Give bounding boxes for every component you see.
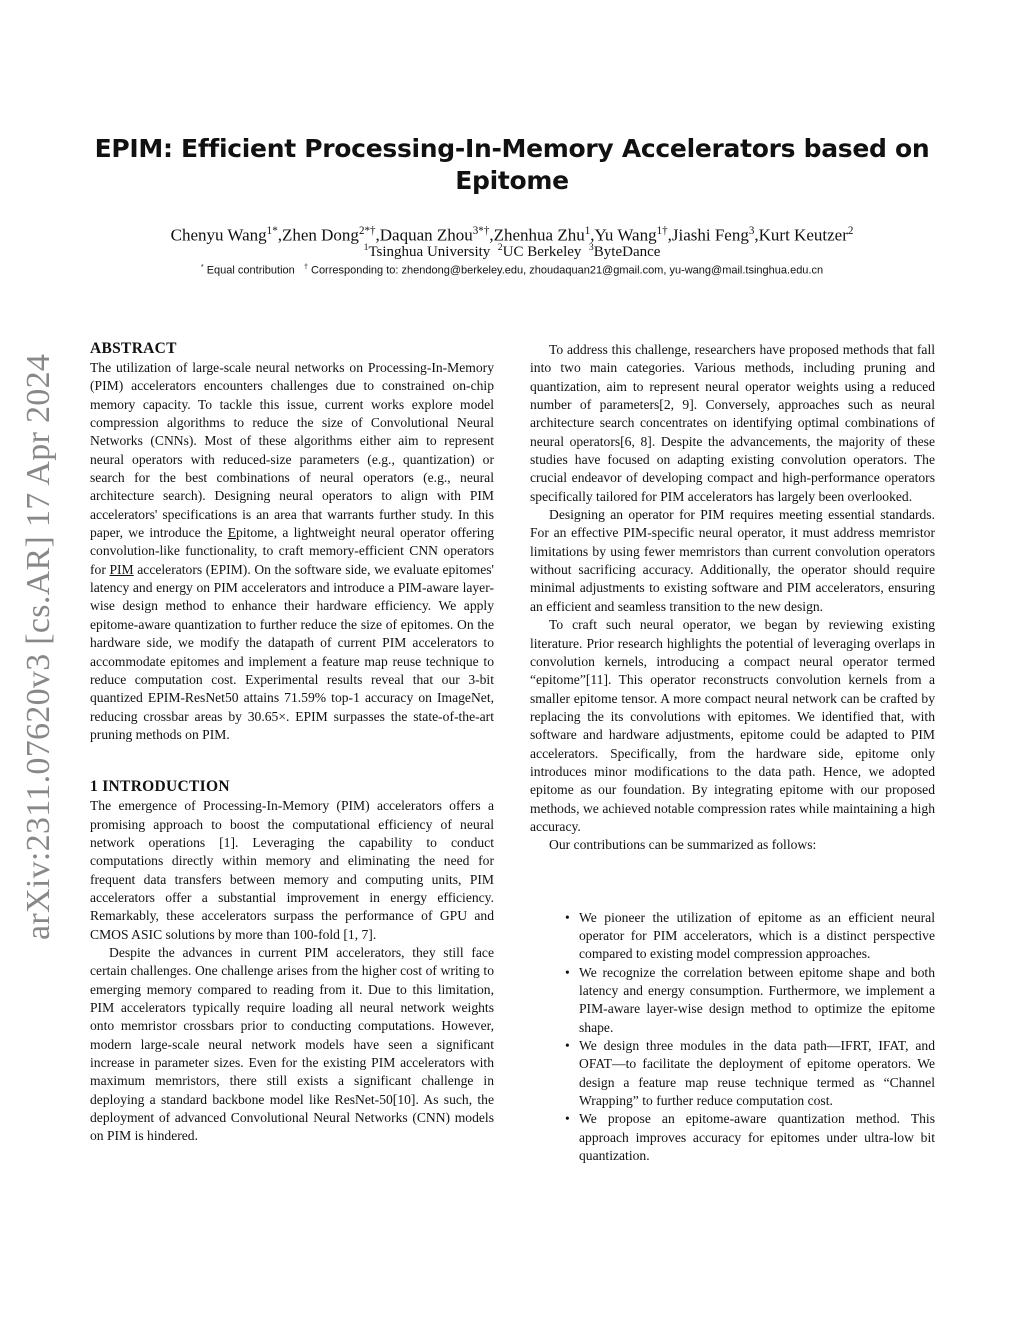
abstract-heading: ABSTRACT [90,340,177,357]
author-affiliation-mark: 2*† [358,225,376,237]
list-item: • We propose an epitome-aware quantization method. This approach improves accuracy for epitomes under ultra-low bit quantization. [579,1110,935,1165]
corresponding-note: Corresponding to: zhendong@berkeley.edu, zhoudaquan21@gmail.com, yu-wang@mail.tsinghua.edu.cn [307,264,824,277]
intro-paragraph: Designing an operator for PIM requires meeting essential standards. For an effective PIM-specific neural operator, it must address memristor limitations by using fewer memristors than current convolution operators without sacrificing accuracy. Additionally, the operator should require minimal adjustments to existing software and PIM accelerators, ensuring an efficient and seamless transition to the new design. [530,507,935,614]
intro-paragraph: Despite the advances in current PIM accelerators, they still face certain challenges. One challenge arises from the higher cost of writing to emerging memory compared to reading from it. Due to this limitation, PIM accelerators typically require loading all neural network weights onto memristor crossbars prior to conducting computations. However, modern large-scale neural network models have seen a significant increase in parameter sizes. Even for the existing PIM accelerators with maximum memristors, there still exists a significant challenge in deploying a standard backbone model like ResNet-50[10]. As such, the deployment of advanced Convolutional Neural Networks (CNN) models on PIM is hindered. [90,944,494,1144]
right-column [530,341,935,1165]
intro-paragraph: To craft such neural operator, we began by reviewing existing literature. Prior research highlights the potential of leveraging overlaps in convolution kernels, introducing a compact neural operator termed “epitome”[11]. This operator reconstructs convolution kernels from a smaller epitome tensor. A more compact neural network can be crafted by replacing the its convolutions with epitomes. We identified that, with software and hardware adjustments, epitome could be adapted to PIM accelerators. Specifically, from the hardware side, epitome only introduces minor modifications to the data path. Hence, we adopted epitome as our foundation. By integrating epitome with our proposed methods, we achieved notable compression rates while maintaining a high accuracy. [530,617,935,834]
list-item: • We recognize the correlation between epitome shape and both latency and energy consumption. Furthermore, we implement a PIM-aware layer-wise design method to optimize the epitome shape. [579,964,935,1037]
equal-note: Equal contribution [203,264,295,277]
left-column [90,340,494,1146]
intro-paragraph: The emergence of Processing-In-Memory (PIM) accelerators offers a promising approach to boost the computational efficiency of neural network operations [1]. Leveraging the capability to conduct computations directly within memory and eliminating the need for frequent data transfers between memory and computing units, PIM accelerators offer a substantial improvement in energy efficiency. Remarkably, these accelerators surpass the performance of GPU and CMOS ASIC solutions by more than 100-fold [1, 7]. [90,798,494,942]
affiliation-name: UC Berkeley [502,244,582,260]
author-affiliation-mark: 3 [748,225,755,237]
footnote-line [60,263,964,277]
affiliation-mark: 2 [497,242,503,253]
affiliations [60,242,964,261]
introduction-heading: 1 INTRODUCTION [90,778,230,796]
author-name: ,Zhen Dong [277,225,359,245]
affiliation-name: ByteDance [593,244,661,260]
author-name: ,Kurt Keutzer [754,225,848,245]
arxiv-identifier: arXiv:2311.07620v3 [cs.AR] 17 Apr 2024 [20,353,57,940]
author-affiliation-mark: 3*† [472,225,490,237]
corr-mark: † [303,263,308,271]
author-name: Chenyu Wang [170,225,267,245]
affiliation-mark: 1 [363,242,369,253]
author-name: ,Zhenhua Zhu [489,225,585,245]
author-name: ,Daquan Zhou [375,225,473,245]
paper-title: EPIM: Efficient Processing-In-Memory Accelerators based on Epitome [94,134,930,195]
list-item: • We design three modules in the data path—IFRT, IFAT, and OFAT—to facilitate the deployment of epitome operators. We design a feature map reuse technique termed as “Channel Wrapping” to further reduce computation cost. [579,1037,935,1110]
intro-paragraph: Our contributions can be summarized as follows: [549,837,817,853]
affiliation-mark: 3 [588,242,594,253]
author-affiliation-mark: 2 [847,225,854,237]
equal-mark: * [200,263,204,271]
author-affiliation-mark: 1 [584,225,591,237]
intro-paragraph: To address this challenge, researchers have proposed methods that fall into two main categories. Various methods, including pruning and quantization, aim to represent neural operator weights using a reduced number of parameters[2, 9]. Conversely, approaches such as neural architecture search concentrates on identifying optimal combinations of neural operators[6, 8]. Despite the advancements, the majority of these studies have focused on adapting existing convolution operators. The crucial endeavor of developing compact and high-performance operators specifically tailored for PIM accelerators has largely been overlooked. [530,342,935,504]
author-name: ,Jiashi Feng [667,225,749,245]
abstract-text: The utilization of large-scale neural networks on Processing-In-Memory (PIM) accelerators encounters challenges due to constrained on-chip memory capacity. To tackle this issue, current works explore model compression algorithms to reduce the size of Convolutional Neural Networks (CNNs). Most of these algorithms either aim to represent neural operators with reduced-size parameters (e.g., quantization) or search for the best combinations of neural operators (e.g., neural architecture search). Designing neural operators to align with PIM accelerators' specifications is an area that warrants further study. In this paper, we introduce the Epitome, a lightweight neural operator offering convolution-like functionality, to craft memory-efficient CNN operators for PIM accelerators (EPIM). On the software side, we evaluate epitomes' latency and energy on PIM accelerators and introduce a PIM-aware layer-wise design method to enhance their hardware efficiency. We apply epitome-aware quantization to further reduce the size of epitomes. On the hardware side, we modify the datapath of current PIM accelerators to accommodate epitomes and implement a feature map reuse technique to reduce computation cost. Experimental results reveal that our 3-bit quantized EPIM-ResNet50 attains 71.59% top-1 accuracy on ImageNet, reducing crossbar areas by 30.65×. EPIM surpasses the state-of-the-art pruning methods on PIM. [90,360,495,742]
list-item: • We pioneer the utilization of epitome as an efficient neural operator for PIM accelerators, which is a distinct perspective compared to existing model compression approaches. [579,909,935,964]
contributions-list [530,909,935,1166]
author-name: ,Yu Wang [590,225,657,245]
author-affiliation-mark: 1* [266,225,278,237]
author-affiliation-mark: 1† [656,225,668,237]
affiliation-name: Tsinghua University [368,244,491,260]
